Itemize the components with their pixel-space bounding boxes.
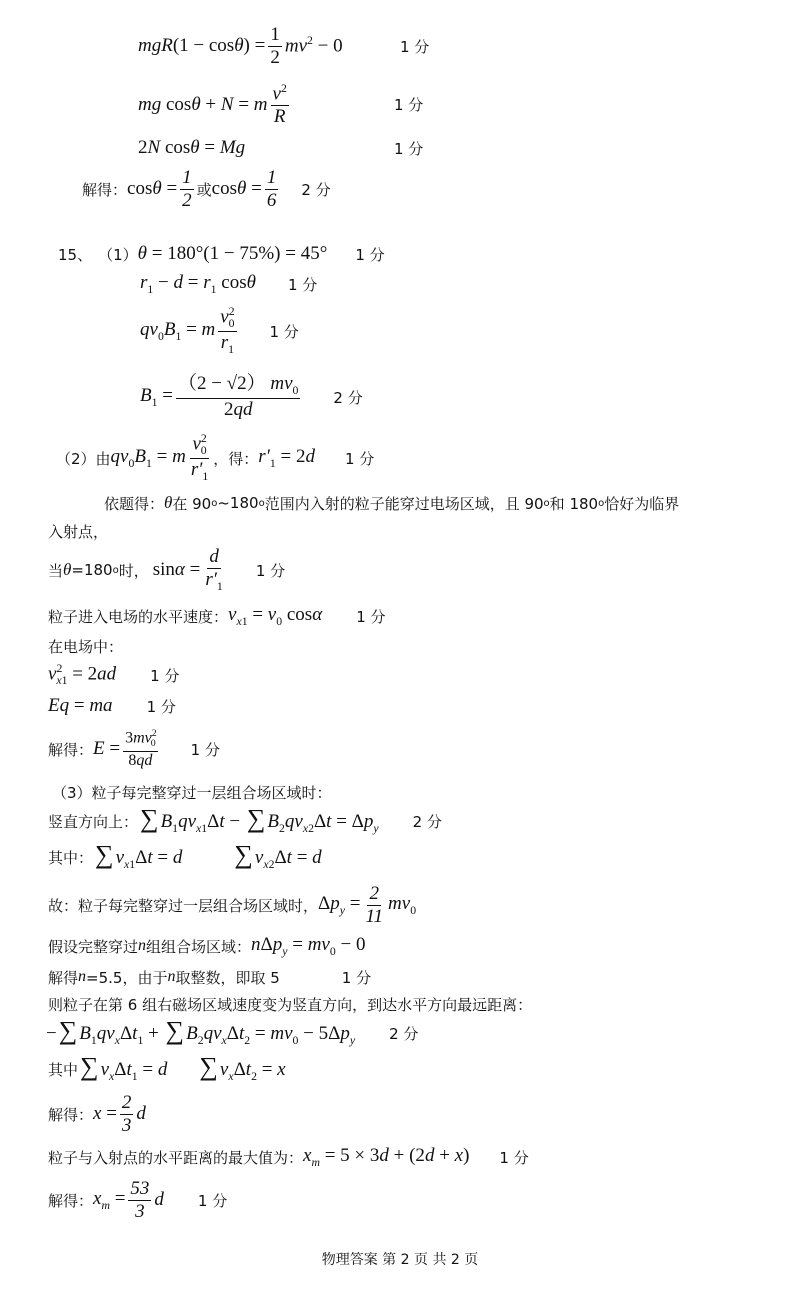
text-condition: 依题得： θ 在 90 o ~180 o 范围内入射的粒子能穿过电场区域，且 90 o 和 180 o 恰好为临界 [104,493,680,513]
text-sixth-group: 则粒子在第 6 组右磁场区域速度变为竖直方向，到达水平方向最远距离： [48,996,533,1014]
eq-lorentz-1: $qv_0B_1 = m$ $\frac{v^2_0}{r_1}$ 1 分 [140,304,299,356]
fraction: $\frac{1}{2}$ [270,23,280,68]
eq-x: 解得： x = $\frac{2}{3}$ d [48,1091,146,1136]
eq-vx1: 粒子进入电场的水平速度： $v_{x1} = v_0$ cosα 1 分 [48,603,386,628]
page-footer: 物理答案 第 2 页 共 2 页 [321,1252,479,1268]
eq-energy: mgR(1 − cosθ) = $\frac{1}{2}$ $mv^2 - 0$ [138,23,343,68]
score: 1 分 [400,38,430,56]
eq-normal-force: mg cosθ + N = m $\frac{v^2}{R}$ [138,81,287,128]
eq-delta-p: 故：粒子每完整穿过一层组合场区域时， $\Delta p_y$ = $\frac{2}{11}$ $mv_0$ [48,882,417,927]
eq-xm: 粒子与入射点的水平距离的最大值为： $x_m = 5 \times 3d + (2d + x)$ 1 分 [48,1144,529,1169]
eq-kinematic: $v^2_{x1} = 2ad$ 1 分 [48,661,180,688]
result-cos: 解得： cosθ = $\frac{1}{2}$ 或 cosθ = $\frac{1}{6}$ 2 分 [82,166,331,211]
eq-B1: $B_1$ = $\frac{(2 - √2) mv_0}{2qd}$ 2 分 [140,372,363,421]
eq-sin-alpha: 当 θ =180 o 时， sinα = $\frac{d}{r'_1}$ 1 分 [48,545,286,593]
eq-xm-result: 解得： $x_m$ = $\frac{53}{3}$ d 1 分 [48,1177,228,1222]
eq-momentum-final: −∑ $B_1qv_x\Delta t_1$ + ∑ $B_2qv_x\Delta t_2 = mv_0 - 5\Delta p_y$ 2 分 [46,1016,419,1047]
eq-sum-x: 其中 ∑ $v_x\Delta t_1 = d$ ∑ $v_x\Delta t_2 = x$ [48,1052,286,1083]
eq-radius: $r_1 - d = r_1$ cosθ 1 分 [140,271,318,296]
eq-balance: 2N cosθ = Mg [138,137,246,158]
q15-part3: （3）粒子每完整穿过一层组合场区域时： [52,784,332,802]
eq-E: 解得： E = $\frac{3mv^2_0}{8qd}$ 1 分 [48,727,220,769]
eq-n-layers: 假设完整穿过 n 组组合场区域： $n\Delta p_y = mv_0 - 0$ [48,933,366,958]
text-in-field: 在电场中： [48,638,124,656]
score: 1 分 [394,96,424,114]
eq-momentum: 竖直方向上： ∑ $B_1qv_{x1}\Delta t$ − ∑ $B_2qv_{x2}\Delta t = \Delta p_y$ 2 分 [48,804,442,835]
text-condition-2: 入射点， [48,523,109,541]
q15-part1: 15、 （1） θ = 180°(1 − 75%) = 45° 1 分 [58,243,385,264]
score: 1 分 [394,140,424,158]
eq-force: Eq = ma 1 分 [48,695,176,716]
text-n-result: 解得 n =5.5，由于 n 取整数，即取 5 1 分 [48,968,372,987]
q15-part2: （2）由 $qv_0B_1 = m$ $\frac{v^2_0}{r'_1}$ ，得： $r'_1 = 2d$ 1 分 [56,431,375,483]
eq-sum-d: 其中： ∑ $v_{x1}\Delta t = d$ ∑ $v_{x2}\Delta t = d$ [48,840,322,871]
